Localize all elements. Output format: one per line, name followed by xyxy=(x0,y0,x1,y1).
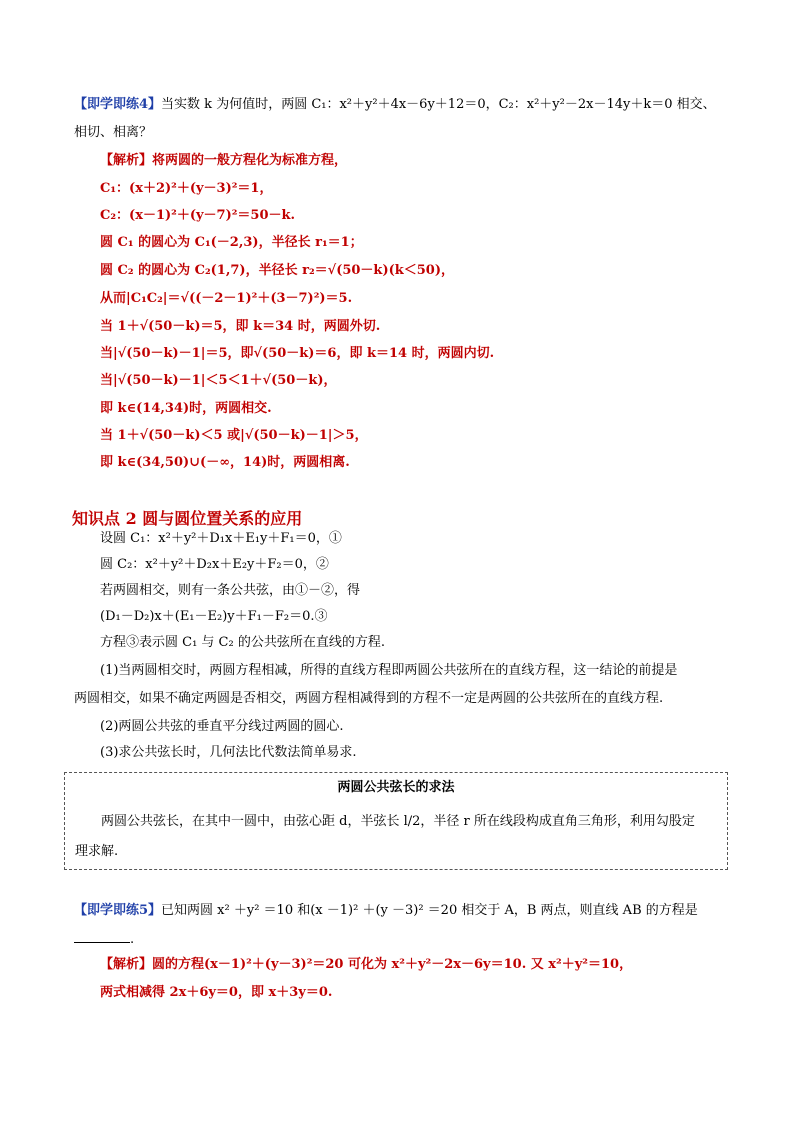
solution-4-line-2: C₁：(x＋2)²＋(y－3)²＝1， xyxy=(100,181,273,196)
solution-4-line-4: 圆 C₁ 的圆心为 C₁(－2,3)，半径长 r₁＝1； xyxy=(100,235,363,250)
solution-4-line-12: 即 k∈(34,50)∪(－∞，14)时，两圆相离. xyxy=(100,455,350,470)
section-line-3: 若两圆相交，则有一条公共弦，由①－②，得 xyxy=(100,583,361,598)
section-point-1-line-1: (1)当两圆相交时，两圆方程相减，所得的直线方程即两圆公共弦所在的直线方程，这一结论的前提是 xyxy=(100,663,678,678)
solution-4-line-6: 从而|C₁C₂|＝√((－2－1)²＋(3－7)²)＝5. xyxy=(100,291,353,306)
solution-4-line-10: 即 k∈(14,34)时，两圆相交. xyxy=(100,401,272,416)
section-point-1-line-2: 两圆相交，如果不确定两圆是否相交，两圆方程相减得到的方程不一定是两圆的公共弦所在的直线方程. xyxy=(74,691,664,706)
note-box-text-line-2: 理求解. xyxy=(75,844,119,859)
exercise-5-tag: 【即学即练5】 xyxy=(74,903,162,918)
section-heading: 知识点 2 圆与圆位置关系的应用 xyxy=(72,509,303,528)
blank-suffix: . xyxy=(130,932,135,947)
exercise-5-question-line-1 xyxy=(74,902,698,920)
solution-4-line-1: 【解析】将两圆的一般方程化为标准方程， xyxy=(100,153,348,168)
section-point-3: (3)求公共弦长时，几何法比代数法简单易求. xyxy=(100,745,357,760)
solution-5-line-2: 两式相减得 2x＋6y＝0，即 x＋3y＝0. xyxy=(100,985,333,1000)
section-point-2: (2)两圆公共弦的垂直平分线过两圆的圆心. xyxy=(100,719,344,734)
exercise-4-tag: 【即学即练4】 xyxy=(74,97,162,112)
exercise-4-question-text: 当实数 k 为何值时，两圆 C₁：x²＋y²＋4x－6y＋12＝0，C₂：x²＋y²－2x－14y＋k＝0 相交、 xyxy=(161,97,716,112)
exercise-4-question-line-2: 相切、相离？ xyxy=(74,125,153,140)
note-box-text-line-1: 两圆公共弦长，在其中一圆中，由弦心距 d，半弦长 l/2，半径 r 所在线段构成直角三角形，利用勾股定 xyxy=(101,814,695,829)
section-line-5: 方程③表示圆 C₁ 与 C₂ 的公共弦所在直线的方程. xyxy=(100,635,385,650)
solution-4-line-11: 当 1＋√(50－k)＜5 或|√(50－k)－1|＞5， xyxy=(100,428,368,443)
note-box-title: 两圆公共弦长的求法 xyxy=(337,780,455,795)
solution-4-line-9: 当|√(50－k)－1|＜5＜1＋√(50－k)， xyxy=(100,373,337,388)
section-line-1: 设圆 C₁：x²＋y²＋D₁x＋E₁y＋F₁＝0，① xyxy=(100,531,342,546)
exercise-5-question-text: 已知两圆 x² ＋y² ＝10 和(x －1)² ＋(y －3)² ＝20 相交于 A，B 两点，则直线 AB 的方程是 xyxy=(161,903,698,918)
solution-4-line-8: 当|√(50－k)－1|＝5，即√(50－k)＝6，即 k＝14 时，两圆内切. xyxy=(100,346,495,361)
solution-5-line-1: 【解析】圆的方程(x－1)²＋(y－3)²＝20 可化为 x²＋y²－2x－6y＝10. 又 x²＋y²＝10， xyxy=(100,957,633,972)
chord-length-note-box xyxy=(64,772,728,870)
section-line-2: 圆 C₂：x²＋y²＋D₂x＋E₂y＋F₂＝0，② xyxy=(100,557,329,572)
exercise-5-answer-line xyxy=(74,928,134,949)
exercise-4-question-line-1 xyxy=(74,96,716,114)
answer-blank[interactable] xyxy=(74,928,130,943)
section-line-4: (D₁－D₂)x＋(E₁－E₂)y＋F₁－F₂＝0.③ xyxy=(100,609,328,624)
solution-4-line-7: 当 1＋√(50－k)＝5，即 k＝34 时，两圆外切. xyxy=(100,319,381,334)
solution-4-line-5: 圆 C₂ 的圆心为 C₂(1,7)，半径长 r₂＝√(50－k)(k＜50)， xyxy=(100,263,454,278)
solution-4-line-3: C₂：(x－1)²＋(y－7)²＝50－k. xyxy=(100,208,296,223)
